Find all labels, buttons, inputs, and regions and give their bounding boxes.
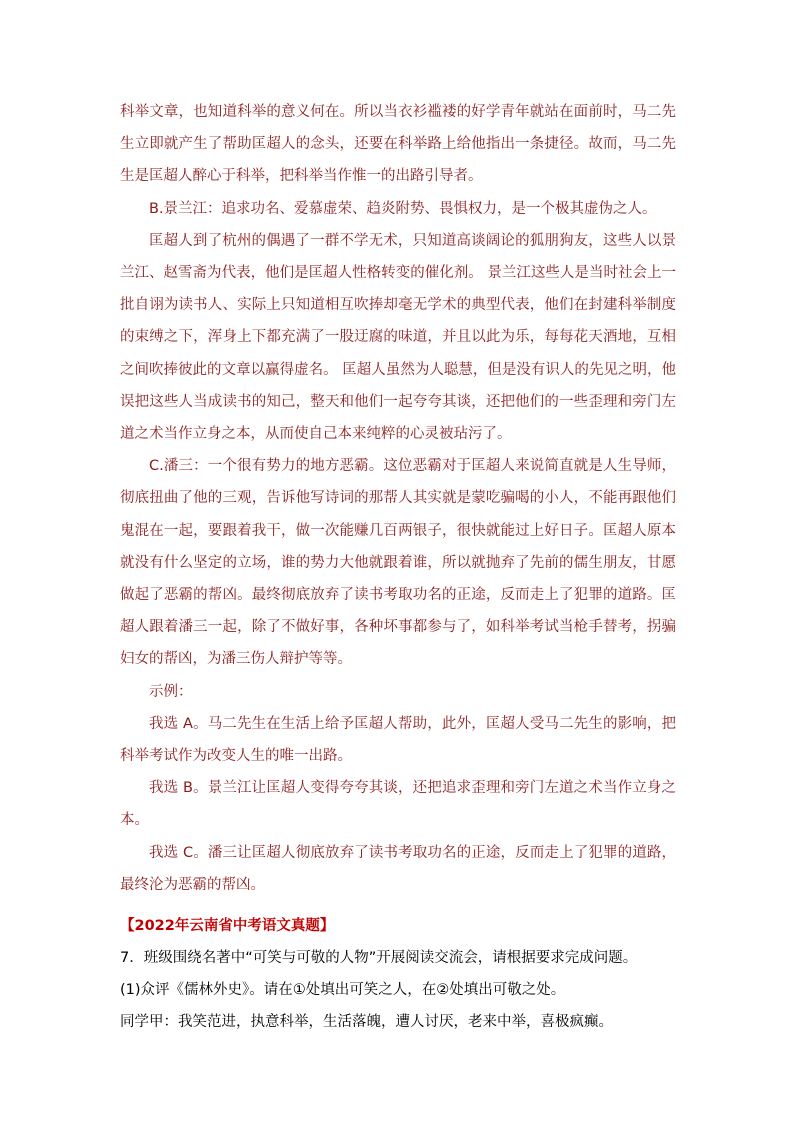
example-b: 我选 B。景兰江让匡超人变得夸夸其谈，还把追求歪理和旁门左道之术当作立身之本。 (120, 780, 676, 829)
question-section (120, 910, 680, 1038)
example-label: 示例： (149, 683, 193, 700)
question-7-stem: 7．班级围绕名著中“可笑与可敬的人物”开展阅读交流会，请根据要求完成问题。 (120, 950, 638, 966)
option-b-body: 匡超人到了杭州的偶遇了一群不学无术，只知道高谈阔论的狐朋狗友，这些人以景兰江、赵雪斋为代表，他们是匡超人性格转变的催化剂。 景兰江这些人是当时社会上一批自诩为读书人、实际上只知道相互吹捧却毫无学术的典型代表，他们在封建科举制度的束缚之下，浑身上下都充满了一股迂腐的味道，并且以此为乐，每每花天酒地，互相之间吹捧彼此的文章以赢得虚名。 匡超人虽然为人聪慧，但是没有识人的先见之明，他误把这些人当成读书的知己，整天和他们一起夸夸其谈，还把他们的一些歪理和旁门左道之术当作立身之本，从而使自己本来纯粹的心灵被玷污了。 (120, 232, 676, 443)
answer-section (120, 96, 676, 901)
example-c: 我选 C。潘三让匡超人彻底放弃了读书考取功名的正途，反而走上了犯罪的道路，最终沦为恶霸的帮凶。 (120, 844, 676, 893)
student-a-line: 同学甲：我笑范进，执意科举，生活落魄，遭人讨厌，老来中举，喜极疯癫。 (120, 1014, 613, 1030)
answer-paragraph-continuation: 科举文章，也知道科举的意义何在。所以当衣衫褴褛的好学青年就站在面前时，马二先生立即就产生了帮助匡超人的念头，还要在科举路上给他指出一条捷径。故而，马二先生是匡超人醉心于科举，把科举当作惟一的出路引导者。 (120, 104, 676, 185)
question-7-sub-1: (1)众评《儒林外史》。请在①处填出可笑之人，在②处填出可敬之处。 (120, 982, 566, 998)
example-a: 我选 A。马二先生在生活上给予匡超人帮助，此外，匡超人受马二先生的影响，把科举考试作为改变人生的唯一出路。 (120, 715, 676, 765)
source-tag: 【2022年云南省中考语文真题】 (120, 918, 335, 934)
option-b-heading: B.景兰江：追求功名、爱慕虚荣、趋炎附势、畏惧权力，是一个极其虚伪之人。 (149, 200, 657, 217)
option-c-paragraph: C.潘三：一个很有势力的地方恶霸。这位恶霸对于匡超人来说简直就是人生导师，彻底扭曲了他的三观，告诉他写诗词的那帮人其实就是蒙吃骗喝的小人，不能再跟他们鬼混在一起，要跟着我干，做一次能赚几百两银子，很快就能过上好日子。匡超人原本就没有什么坚定的立场，谁的势力大他就跟着谁，所以就抛弃了先前的儒生朋友，甘愿做起了恶霸的帮凶。最终彻底放弃了读书考取功名的正途，反而走上了犯罪的道路。匡超人跟着潘三一起，除了不做好事，各种坏事都参与了，如科举考试当枪手替考，拐骗妇女的帮凶，为潘三伤人辩护等等。 (120, 458, 676, 668)
